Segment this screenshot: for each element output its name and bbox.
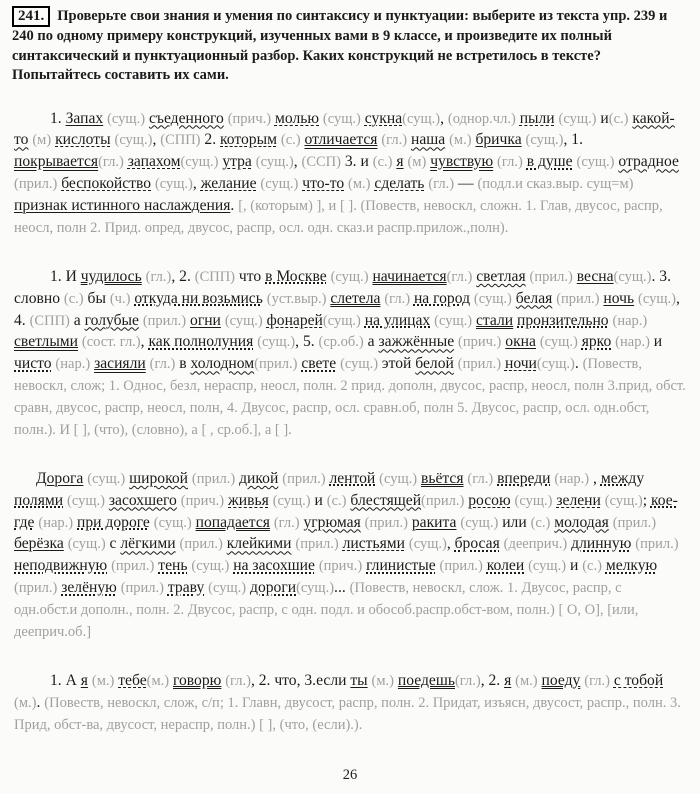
grammar-label: (СПП)	[194, 268, 236, 285]
text-run: а	[69, 311, 85, 329]
grammar-label: (сущ.)	[536, 356, 575, 373]
text-run: ,	[152, 131, 161, 149]
grammar-label: (ССП)	[301, 154, 341, 171]
grammar-label: (прич.)	[227, 110, 272, 127]
grammar-label: (сущ.)	[402, 110, 441, 127]
grammar-label: (нар.)	[55, 356, 91, 373]
grammar-label: [, (которым) ], и [ ]. (Повеств, невоскл, сложн. 1. Глав, двусос, распр, неосл, полн 2. Прид. опред, двусос, распр, осл. одн. сказ.и распр.прилож.,полн).	[14, 198, 663, 236]
grammar-label: (прил.)	[556, 290, 600, 307]
parsed-word: чудилось	[80, 267, 142, 285]
parsed-word: ночи	[504, 355, 537, 373]
grammar-label: (СПП)	[160, 132, 201, 149]
grammar-label: (прил.)	[14, 580, 58, 597]
parsed-word: бричка	[475, 131, 522, 149]
grammar-label: (гл.)	[454, 672, 481, 689]
exercise-number: 241.	[12, 6, 50, 27]
grammar-label: (с.)	[608, 110, 629, 127]
parsed-word: беспокойство	[61, 175, 152, 193]
page-number: 26	[342, 767, 358, 783]
parsed-word: что-то	[302, 175, 345, 193]
grammar-label: (сущ.)	[180, 154, 219, 171]
parsed-word: голубые	[84, 311, 139, 329]
exercise-instruction: Проверьте свои знания и умения по синтаксису и пунктуации: выберите из текста упр. 239 и 240 по одному примеру конструкций, изученных вами в 9 классе, и произведите их полный синтаксический и пунктуационный разбор. Каких конструкций не встретилось в тексте? Попытайтесь составить их сами.	[12, 8, 668, 84]
grammar-label: (м)	[32, 132, 52, 149]
parsed-word: засияли	[94, 355, 146, 373]
text-run: ;	[642, 491, 651, 509]
grammar-label: (прил.)	[421, 492, 465, 509]
parsed-paragraph	[14, 670, 686, 736]
grammar-label: (сущ.)	[257, 334, 296, 351]
grammar-label: (гл.)	[446, 268, 473, 285]
parsed-word: светлая	[476, 267, 526, 285]
text-run: 1. И	[50, 267, 81, 285]
grammar-label: (прил.)	[120, 580, 164, 597]
parsed-word: клейкими	[226, 535, 292, 553]
parsed-word: на засохшие	[233, 557, 315, 575]
text-run: ,	[293, 153, 302, 171]
parsed-word: ты	[350, 671, 368, 689]
grammar-label: (сущ.)	[604, 492, 643, 509]
grammar-label: (с.)	[372, 154, 393, 171]
grammar-label: (прил.)	[295, 536, 339, 553]
text-run: и	[649, 333, 663, 351]
grammar-label: (сущ.)	[558, 110, 597, 127]
parsed-word: дикой	[239, 469, 279, 487]
grammar-label: (подл.и сказ.выр. сущ=м)	[477, 176, 634, 193]
grammar-label: (прил.)	[254, 356, 298, 373]
parsed-word: желание	[200, 175, 257, 193]
parsed-word: ракита	[411, 513, 457, 531]
parsed-word: пронзительно	[517, 311, 609, 329]
grammar-label: (гл.)	[584, 672, 610, 689]
parsed-word: запахом	[127, 153, 181, 171]
grammar-label: (сущ.)	[208, 580, 247, 597]
parsed-word: окна	[505, 333, 536, 351]
parsed-word: откуда ни возьмись	[134, 289, 263, 307]
parsed-word: покрывается	[14, 153, 99, 171]
parsed-word: холодном	[190, 355, 255, 373]
parsed-word: признак истинного наслаждения	[14, 197, 231, 215]
text-run: 3. и	[340, 153, 373, 171]
parsed-word: отрадное	[618, 153, 679, 171]
grammar-label: (сущ.)	[613, 268, 652, 285]
parsed-word: попадается	[195, 513, 270, 531]
grammar-label: (сущ.)	[153, 514, 192, 531]
grammar-label: (прич.)	[458, 334, 502, 351]
grammar-label: (сущ.)	[330, 268, 369, 285]
grammar-label: (сущ.)	[460, 514, 499, 531]
parsed-word: тебе	[118, 671, 147, 689]
grammar-label: (прил.)	[612, 514, 657, 531]
grammar-label: (прил.)	[191, 470, 236, 487]
parsed-word: поеду	[541, 671, 581, 689]
grammar-label: (сущ.)	[296, 580, 335, 597]
grammar-label: (сущ.)	[322, 312, 361, 329]
text-run: и	[566, 557, 583, 575]
grammar-label: (ч.)	[109, 290, 131, 307]
grammar-label: (сущ.)	[340, 356, 379, 373]
grammar-label: (гл.)	[273, 514, 300, 531]
parsed-word: я	[80, 671, 88, 689]
parsed-word: ярко	[581, 333, 612, 351]
text-run: или	[498, 513, 531, 531]
parsed-word: говорю	[173, 671, 222, 689]
grammar-label: (сущ.)	[528, 558, 567, 575]
grammar-label: (м.)	[449, 132, 472, 149]
grammar-label: (м.)	[14, 694, 37, 711]
grammar-label: (нар.)	[615, 334, 650, 351]
grammar-label: (с.)	[326, 492, 347, 509]
parsed-word: впереди	[497, 469, 551, 487]
grammar-label: (СПП)	[29, 312, 70, 329]
grammar-label: (Повеств, невоскл, слож. 1. Двусос, распр, с одн.обст.и дополн., полн. 2. Двусос, распр, с одн. подл. и обособ.распр.обст-вом, полн.) [ О, О], [или, дееприч.об.]	[14, 580, 639, 640]
parsed-word: в Москве	[265, 267, 327, 285]
grammar-label: (сущ.)	[114, 132, 153, 149]
grammar-label: (сущ.)	[154, 176, 193, 193]
parsed-word: я	[504, 671, 512, 689]
grammar-label: (уст.выр.)	[266, 290, 327, 307]
parsed-word: белая	[515, 289, 553, 307]
text-run: —	[454, 175, 478, 193]
text-run: 2.	[200, 131, 221, 149]
parsed-word: тень	[158, 557, 188, 575]
grammar-label: (прил.)	[635, 536, 679, 553]
grammar-label: (м)	[407, 154, 427, 171]
parsed-word: как полнолуния	[148, 333, 254, 351]
text-run: ...	[334, 579, 350, 597]
parsed-word: пыли	[519, 109, 555, 127]
parsed-word: при дороге	[77, 513, 150, 531]
parsed-word: отличается	[304, 131, 378, 149]
parsed-word: в душе	[526, 153, 573, 171]
text-run: . 3. словно	[14, 267, 671, 307]
grammar-label: (прил.)	[179, 536, 223, 553]
text-run: 1. А	[50, 671, 81, 689]
parsed-word: дороги	[250, 579, 297, 597]
parsed-word: сукна	[364, 109, 403, 127]
text-run: ,	[440, 109, 448, 127]
grammar-label: (прил.)	[439, 558, 483, 575]
parsed-word: блестящей	[350, 491, 422, 509]
text-run: что	[235, 267, 266, 285]
grammar-label: (сущ.)	[434, 312, 473, 329]
grammar-label: (прил.)	[529, 268, 573, 285]
parsed-word: ночь	[603, 289, 635, 307]
grammar-label: (сущ.)	[638, 290, 676, 307]
parsed-word: бросая	[454, 535, 500, 553]
grammar-label: (прил.)	[14, 176, 58, 193]
grammar-label: (сущ.)	[255, 154, 294, 171]
grammar-label: (сущ.)	[67, 536, 106, 553]
parsed-word: зелёную	[61, 579, 117, 597]
grammar-label: (м.)	[91, 672, 115, 689]
parsed-word: на город	[413, 289, 471, 307]
parsed-word: живья	[228, 491, 269, 509]
text-run: с	[105, 535, 121, 553]
grammar-label: (сущ.)	[191, 558, 230, 575]
parsed-word: зелени	[556, 491, 601, 509]
parsed-word: наша	[410, 131, 446, 149]
grammar-label: (сущ.)	[379, 470, 418, 487]
grammar-label: (сущ.)	[539, 334, 578, 351]
grammar-label: (гл.)	[225, 672, 251, 689]
parsed-word: кислоты	[55, 131, 111, 149]
parsed-word: траву	[167, 579, 205, 597]
parsed-word: вьётся	[421, 469, 464, 487]
grammar-label: (м.)	[146, 672, 170, 689]
grammar-label: (сущ.)	[87, 470, 126, 487]
grammar-label: (с.)	[63, 290, 84, 307]
parsed-word: мелкую	[605, 557, 658, 575]
grammar-label: (сущ.)	[67, 492, 105, 509]
grammar-label: (сущ.)	[322, 110, 361, 127]
parsed-paragraph	[14, 108, 686, 239]
text-run: , 5.	[295, 333, 319, 351]
grammar-label: (Повеств, невоскл, слож; 1. Однос, безл, нераспр, неосл, полн. 2 прид. дополн, двусос, распр, неосл, полн 3.прид, обст. сравн, двусос, распр, неосл, полн, 4. Двусос, распр, осл. сравн.об, полн 5. Двусос, распр, осл. одн.обст, полн.). И [ ], (что), (словно), а [ , ср.об.], а [ ].	[14, 356, 686, 438]
grammar-label: (сущ.)	[576, 154, 615, 171]
parsed-word: какой-то	[14, 109, 675, 149]
grammar-label: (гл.)	[149, 356, 176, 373]
grammar-label: (ср.об.)	[318, 334, 364, 351]
grammar-label: (сущ.)	[107, 110, 146, 127]
parsed-word: с тобой	[613, 671, 664, 689]
grammar-label: (прил.)	[142, 312, 187, 329]
grammar-label: (сущ.)	[260, 176, 299, 193]
parsed-word: колеи	[486, 557, 525, 575]
text-run: ,	[446, 535, 455, 553]
grammar-label: (Повеств, невоскл, слож, с/п; 1. Главн, двусост, распр, полн. 2. Придат, изъясн, двусост, распр., полн. 3. Прид, обст-ва, двусост, нераспр, полн.) [ ], (что, (если).).	[14, 694, 681, 733]
text-run: и	[596, 109, 609, 127]
parsed-word: длинную	[571, 535, 632, 553]
text-run: , 1.	[563, 131, 583, 149]
text-run: .	[230, 197, 239, 215]
grammar-label: (сущ.)	[525, 132, 564, 149]
parsed-word: белой	[415, 355, 454, 373]
parsed-word: зажжённые	[378, 333, 455, 351]
grammar-label: (прил.)	[364, 514, 408, 531]
text-run: ,	[192, 175, 201, 193]
text-run: .	[574, 355, 583, 373]
grammar-label: (сущ.)	[473, 290, 512, 307]
grammar-label: (сущ.)	[408, 536, 447, 553]
grammar-label: (сущ.)	[272, 492, 311, 509]
parsed-word: молью	[274, 109, 319, 127]
text-run: а	[363, 333, 379, 351]
text-run: .	[36, 693, 45, 711]
grammar-label: (нар.)	[38, 514, 74, 531]
grammar-label: (прич.)	[180, 492, 225, 509]
parsed-word: кое-где	[14, 491, 678, 531]
grammar-label: (гл.)	[467, 470, 494, 487]
parsed-word: между полями	[14, 469, 645, 509]
grammar-label: (гл.)	[384, 290, 411, 307]
parsed-word: сделать	[374, 175, 425, 193]
parsed-word: огни	[190, 311, 221, 329]
parsed-word: начинается	[372, 267, 447, 285]
exercise-header	[12, 6, 688, 86]
grammar-label: (прич.)	[318, 558, 363, 575]
grammar-label: (прил.)	[457, 356, 502, 373]
grammar-label: (однор.чл.)	[447, 110, 516, 127]
parsed-word: свете	[301, 355, 337, 373]
parsed-word: листьями	[342, 535, 405, 553]
text-run: ,	[140, 333, 149, 351]
text-run: , 2. что, 3.если	[250, 671, 351, 689]
parsed-word: чувствую	[430, 153, 494, 171]
grammar-label: (гл.)	[381, 132, 408, 149]
exercise-answers	[12, 108, 688, 736]
parsed-word: чисто	[14, 355, 52, 373]
parsed-word: угрюмая	[303, 513, 361, 531]
parsed-word: неподвижную	[14, 557, 108, 575]
grammar-label: (м.)	[371, 672, 395, 689]
text-run: этой	[378, 355, 416, 373]
parsed-word: стали	[476, 311, 514, 329]
parsed-paragraph	[14, 266, 686, 441]
parsed-word: фонарей	[266, 311, 323, 329]
parsed-word: весна	[576, 267, 614, 285]
parsed-word: я	[396, 153, 404, 171]
grammar-label: (прил.)	[111, 558, 155, 575]
text-run: ,	[589, 469, 601, 487]
parsed-word: поедешь	[397, 671, 455, 689]
text-run: , 2.	[480, 671, 505, 689]
parsed-word: берёзка	[14, 535, 64, 553]
parsed-word: Запах	[65, 109, 104, 127]
parsed-word: Дорога	[36, 469, 84, 487]
grammar-label: (с.)	[280, 132, 301, 149]
grammar-label: (с.)	[530, 514, 551, 531]
parsed-word: засохшего	[108, 491, 177, 509]
text-run: , 4.	[14, 289, 680, 329]
parsed-word: росою	[468, 491, 511, 509]
grammar-label: (сущ.)	[224, 312, 263, 329]
parsed-word: лентой	[329, 469, 376, 487]
text-run: бы	[83, 289, 110, 307]
grammar-label: (гл.)	[428, 176, 455, 193]
parsed-word: утра	[222, 153, 252, 171]
parsed-word: светлыми	[14, 333, 79, 351]
grammar-label: (гл.)	[497, 154, 523, 171]
parsed-word: съеденного	[148, 109, 224, 127]
text-run: и	[310, 491, 327, 509]
parsed-paragraph	[14, 468, 686, 643]
parsed-word: на улицах	[364, 311, 431, 329]
grammar-label: (дееприч.)	[503, 536, 568, 553]
text-run: , 2.	[171, 267, 195, 285]
parsed-word: которым	[220, 131, 277, 149]
grammar-label: (гл.)	[145, 268, 172, 285]
grammar-label: (с.)	[582, 558, 602, 575]
grammar-label: (гл.)	[98, 154, 124, 171]
text-run: в	[175, 355, 191, 373]
grammar-label: (нар.)	[554, 470, 590, 487]
parsed-word: широкой	[129, 469, 188, 487]
parsed-word: молодая	[554, 513, 609, 531]
grammar-label: (нар.)	[612, 312, 648, 329]
grammar-label: (м.)	[348, 176, 371, 193]
parsed-word: слетела	[330, 289, 381, 307]
text-run: 1.	[50, 109, 66, 127]
grammar-label: (м.)	[515, 672, 538, 689]
parsed-word: лёгкими	[120, 535, 176, 553]
grammar-label: (прил.)	[282, 470, 326, 487]
parsed-word: глинистые	[366, 557, 436, 575]
grammar-label: (сущ.)	[514, 492, 553, 509]
grammar-label: (сост. гл.)	[81, 334, 141, 351]
